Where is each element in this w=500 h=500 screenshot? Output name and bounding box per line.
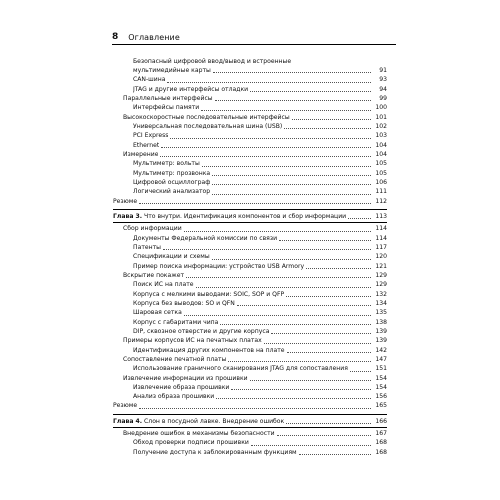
entry-page: 147 — [375, 355, 387, 363]
chapter-divider — [113, 209, 387, 210]
toc-group-chapter4 — [113, 429, 387, 457]
toc-entry[interactable] — [113, 113, 387, 122]
chapter-label: Глава 3. — [113, 212, 143, 220]
entry-page: 104 — [375, 150, 387, 158]
entry-page: 112 — [375, 197, 387, 205]
entry-title: Шаровая сетка — [133, 309, 182, 317]
leader-dots — [348, 218, 371, 219]
entry-title: Документы Федеральной комиссии по связи — [133, 234, 278, 242]
entry-page: 105 — [375, 169, 387, 177]
leader-dots — [201, 110, 371, 111]
toc-entry[interactable] — [113, 187, 387, 196]
leader-dots — [228, 361, 371, 362]
leader-dots — [277, 435, 371, 436]
toc-entry[interactable] — [113, 94, 387, 103]
entry-title: Поиск ИС на плате — [133, 281, 194, 289]
leader-dots — [287, 352, 371, 353]
leader-dots — [286, 296, 371, 297]
leader-dots — [186, 277, 371, 278]
toc-entry[interactable] — [113, 252, 387, 261]
toc-entry[interactable] — [113, 243, 387, 252]
entry-title: Идентификация других компонентов на плате — [133, 346, 285, 354]
leader-dots — [286, 423, 371, 424]
leader-dots — [231, 389, 371, 390]
leader-dots — [220, 324, 371, 325]
entry-title: Спецификации и схемы — [133, 253, 210, 261]
leader-dots — [271, 333, 371, 334]
toc-chapter-4[interactable] — [113, 417, 387, 426]
entry-page: 101 — [375, 113, 387, 121]
entry-page: 120 — [375, 253, 387, 261]
toc-entry[interactable] — [113, 308, 387, 317]
entry-title: Примеры корпусов ИС на печатных платах — [123, 337, 262, 345]
entry-title: Вскрытие покажет — [123, 271, 185, 279]
leader-dots — [216, 398, 371, 399]
toc-entry[interactable] — [113, 122, 387, 131]
entry-title: Высокоскоростные последовательные интерфейсы — [123, 113, 290, 121]
leader-dots — [184, 315, 371, 316]
entry-page: 102 — [375, 122, 387, 130]
entry-page: 151 — [375, 365, 387, 373]
leader-dots — [161, 147, 371, 148]
leader-dots — [202, 166, 371, 167]
entry-title: JTAG и другие интерфейсы отладки — [133, 85, 249, 93]
leader-dots — [250, 91, 371, 92]
toc-chapter-3[interactable] — [113, 212, 387, 221]
entry-title: Цифровой осциллограф — [133, 178, 211, 186]
entry-title: CAN-шина — [133, 76, 166, 84]
entry-title: Пример поиска информации: устройство USB Armory — [133, 262, 305, 270]
toc-group-chapter2-tail — [113, 66, 387, 206]
toc-entry[interactable] — [113, 318, 387, 327]
leader-dots — [212, 184, 371, 185]
entry-page: 156 — [375, 393, 387, 401]
toc-entry[interactable] — [113, 290, 387, 299]
chapter-label: Глава 4. — [113, 417, 143, 425]
entry-title: Использование граничного сканирования JTAG для сопоставления — [133, 365, 348, 373]
entry-title: Логический анализатор — [133, 188, 211, 196]
leader-dots — [350, 371, 371, 372]
entry-title: Анализ образа прошивки — [133, 393, 215, 401]
entry-title: Мультиметр: вольты — [133, 160, 200, 168]
entry-page: 94 — [379, 85, 387, 93]
entry-page: 139 — [375, 337, 387, 345]
entry-page: 168 — [375, 439, 387, 447]
entry-page: 168 — [375, 448, 387, 456]
leader-dots — [160, 156, 371, 157]
chapter-name: Слон в посудной лавке. Внедрение ошибок — [142, 417, 285, 425]
leader-dots — [213, 72, 371, 73]
entry-page: 104 — [375, 141, 387, 149]
chapter-title — [113, 417, 284, 426]
toc-entry[interactable] — [113, 392, 387, 401]
entry-page: 99 — [379, 94, 387, 102]
toc-entry[interactable] — [113, 141, 387, 150]
entry-page: 100 — [375, 104, 387, 112]
entry-title: Корпуса без выводов: SO и QFN — [133, 299, 235, 307]
chapter-divider — [113, 222, 387, 223]
entry-title: Интерфейсы памяти — [133, 104, 200, 112]
entry-title: Ethernet — [133, 141, 160, 149]
toc-entry[interactable] — [113, 224, 387, 233]
entry-page: 105 — [375, 160, 387, 168]
entry-title: Сопоставление печатной платы — [123, 355, 227, 363]
entry-page: 93 — [379, 76, 387, 84]
table-of-contents — [113, 58, 387, 457]
toc-entry[interactable] — [113, 374, 387, 383]
entry-page: 103 — [375, 132, 387, 140]
chapter-title — [113, 212, 346, 221]
leader-dots — [299, 454, 371, 455]
toc-entry[interactable] — [113, 429, 387, 438]
toc-entry[interactable] — [113, 401, 387, 410]
entry-title: Патенты — [133, 243, 161, 251]
leader-dots — [139, 203, 371, 204]
toc-entry[interactable] — [113, 346, 387, 355]
leader-dots — [250, 380, 371, 381]
toc-entry[interactable] — [113, 438, 387, 447]
leader-dots — [279, 240, 371, 241]
entry-page: 135 — [375, 309, 387, 317]
entry-page: 114 — [375, 225, 387, 233]
leader-dots — [284, 128, 371, 129]
chapter-page: 166 — [375, 417, 387, 425]
toc-entry[interactable] — [113, 280, 387, 289]
entry-page: 132 — [375, 290, 387, 298]
toc-entry[interactable] — [113, 262, 387, 271]
chapter-name: Что внутри. Идентификация компонентов и сбор информации — [142, 212, 347, 220]
toc-entry[interactable] — [113, 355, 387, 364]
leader-dots — [212, 194, 371, 195]
entry-page: 106 — [375, 178, 387, 186]
entry-page: 165 — [375, 402, 387, 410]
entry-page: 154 — [375, 383, 387, 391]
entry-title: Универсальная последовательная шина (USB) — [133, 122, 283, 130]
toc-entry[interactable] — [113, 383, 387, 392]
running-title: Оглавление — [128, 32, 180, 42]
entry-title: Корпус с габаритами чипа — [133, 318, 219, 326]
leader-dots — [215, 100, 371, 101]
entry-title: Мультиметр: прозвонка — [133, 169, 211, 177]
entry-page: 129 — [375, 281, 387, 289]
toc-entry[interactable] — [113, 336, 387, 345]
toc-entry-continuation: Безопасный цифровой ввод/вывод и встроенные — [133, 58, 292, 65]
entry-title: PCI Express — [133, 132, 169, 140]
entry-page: 91 — [379, 67, 387, 74]
entry-page: 138 — [375, 318, 387, 326]
entry-title: Измерение — [123, 150, 159, 158]
entry-title: DIP, сквозное отверстие и другие корпуса — [133, 327, 270, 335]
leader-dots — [196, 287, 371, 288]
leader-dots — [167, 82, 371, 83]
toc-entry[interactable] — [113, 364, 387, 373]
leader-dots — [139, 408, 371, 409]
toc-entry[interactable] — [113, 234, 387, 243]
leader-dots — [170, 138, 371, 139]
toc-entry[interactable] — [113, 150, 387, 159]
toc-entry[interactable] — [113, 271, 387, 280]
entry-page: 129 — [375, 271, 387, 279]
toc-entry[interactable] — [113, 103, 387, 112]
entry-page: 167 — [375, 430, 387, 438]
leader-dots — [212, 259, 371, 260]
leader-dots — [251, 445, 371, 446]
leader-dots — [306, 268, 371, 269]
toc-entry[interactable] — [113, 159, 387, 168]
toc-entry[interactable] — [113, 131, 387, 140]
toc-entry[interactable] — [113, 85, 387, 94]
entry-title: Извлечение информации из прошивки — [123, 374, 248, 382]
chapter-divider — [113, 414, 387, 415]
chapter-divider — [113, 427, 387, 428]
entry-page: 139 — [375, 327, 387, 335]
toc-entry[interactable] — [113, 178, 387, 187]
entry-page: 134 — [375, 299, 387, 307]
toc-entry[interactable] — [113, 66, 387, 75]
entry-page: 154 — [375, 374, 387, 382]
leader-dots — [184, 231, 371, 232]
entry-title: Получение доступа к заблокированным функциям — [133, 448, 297, 456]
leader-dots — [292, 119, 371, 120]
entry-title: Корпуса с мелкими выводами: SOIC, SOP и QFP — [133, 290, 285, 298]
leader-dots — [163, 249, 371, 250]
toc-entry[interactable] — [113, 327, 387, 336]
entry-page: 142 — [375, 346, 387, 354]
toc-entry[interactable] — [113, 75, 387, 84]
toc-entry[interactable] — [113, 197, 387, 206]
entry-title: Извлечение образа прошивки — [133, 383, 230, 391]
entry-page: 117 — [375, 243, 387, 251]
toc-entry[interactable] — [113, 448, 387, 457]
page-header — [112, 30, 396, 45]
toc-entry[interactable] — [113, 299, 387, 308]
leader-dots — [264, 343, 371, 344]
chapter-page: 113 — [375, 212, 387, 220]
page-number: 8 — [112, 32, 119, 42]
entry-title: Параллельные интерфейсы — [123, 94, 213, 102]
entry-title: Сбор информации — [123, 225, 182, 233]
entry-title: Внедрение ошибок в механизмы безопасности — [123, 430, 275, 438]
toc-group-chapter3 — [113, 224, 387, 411]
entry-title: Обход проверки подписи прошивки — [133, 439, 249, 447]
leader-dots — [237, 305, 371, 306]
entry-title: мультимедийные карты — [133, 67, 211, 74]
entry-page: 111 — [375, 188, 387, 196]
leader-dots — [212, 175, 371, 176]
toc-entry[interactable] — [113, 169, 387, 178]
entry-title: Резюме — [113, 197, 138, 205]
entry-page: 121 — [375, 262, 387, 270]
entry-title: Резюме — [113, 402, 138, 410]
entry-page: 114 — [375, 234, 387, 242]
